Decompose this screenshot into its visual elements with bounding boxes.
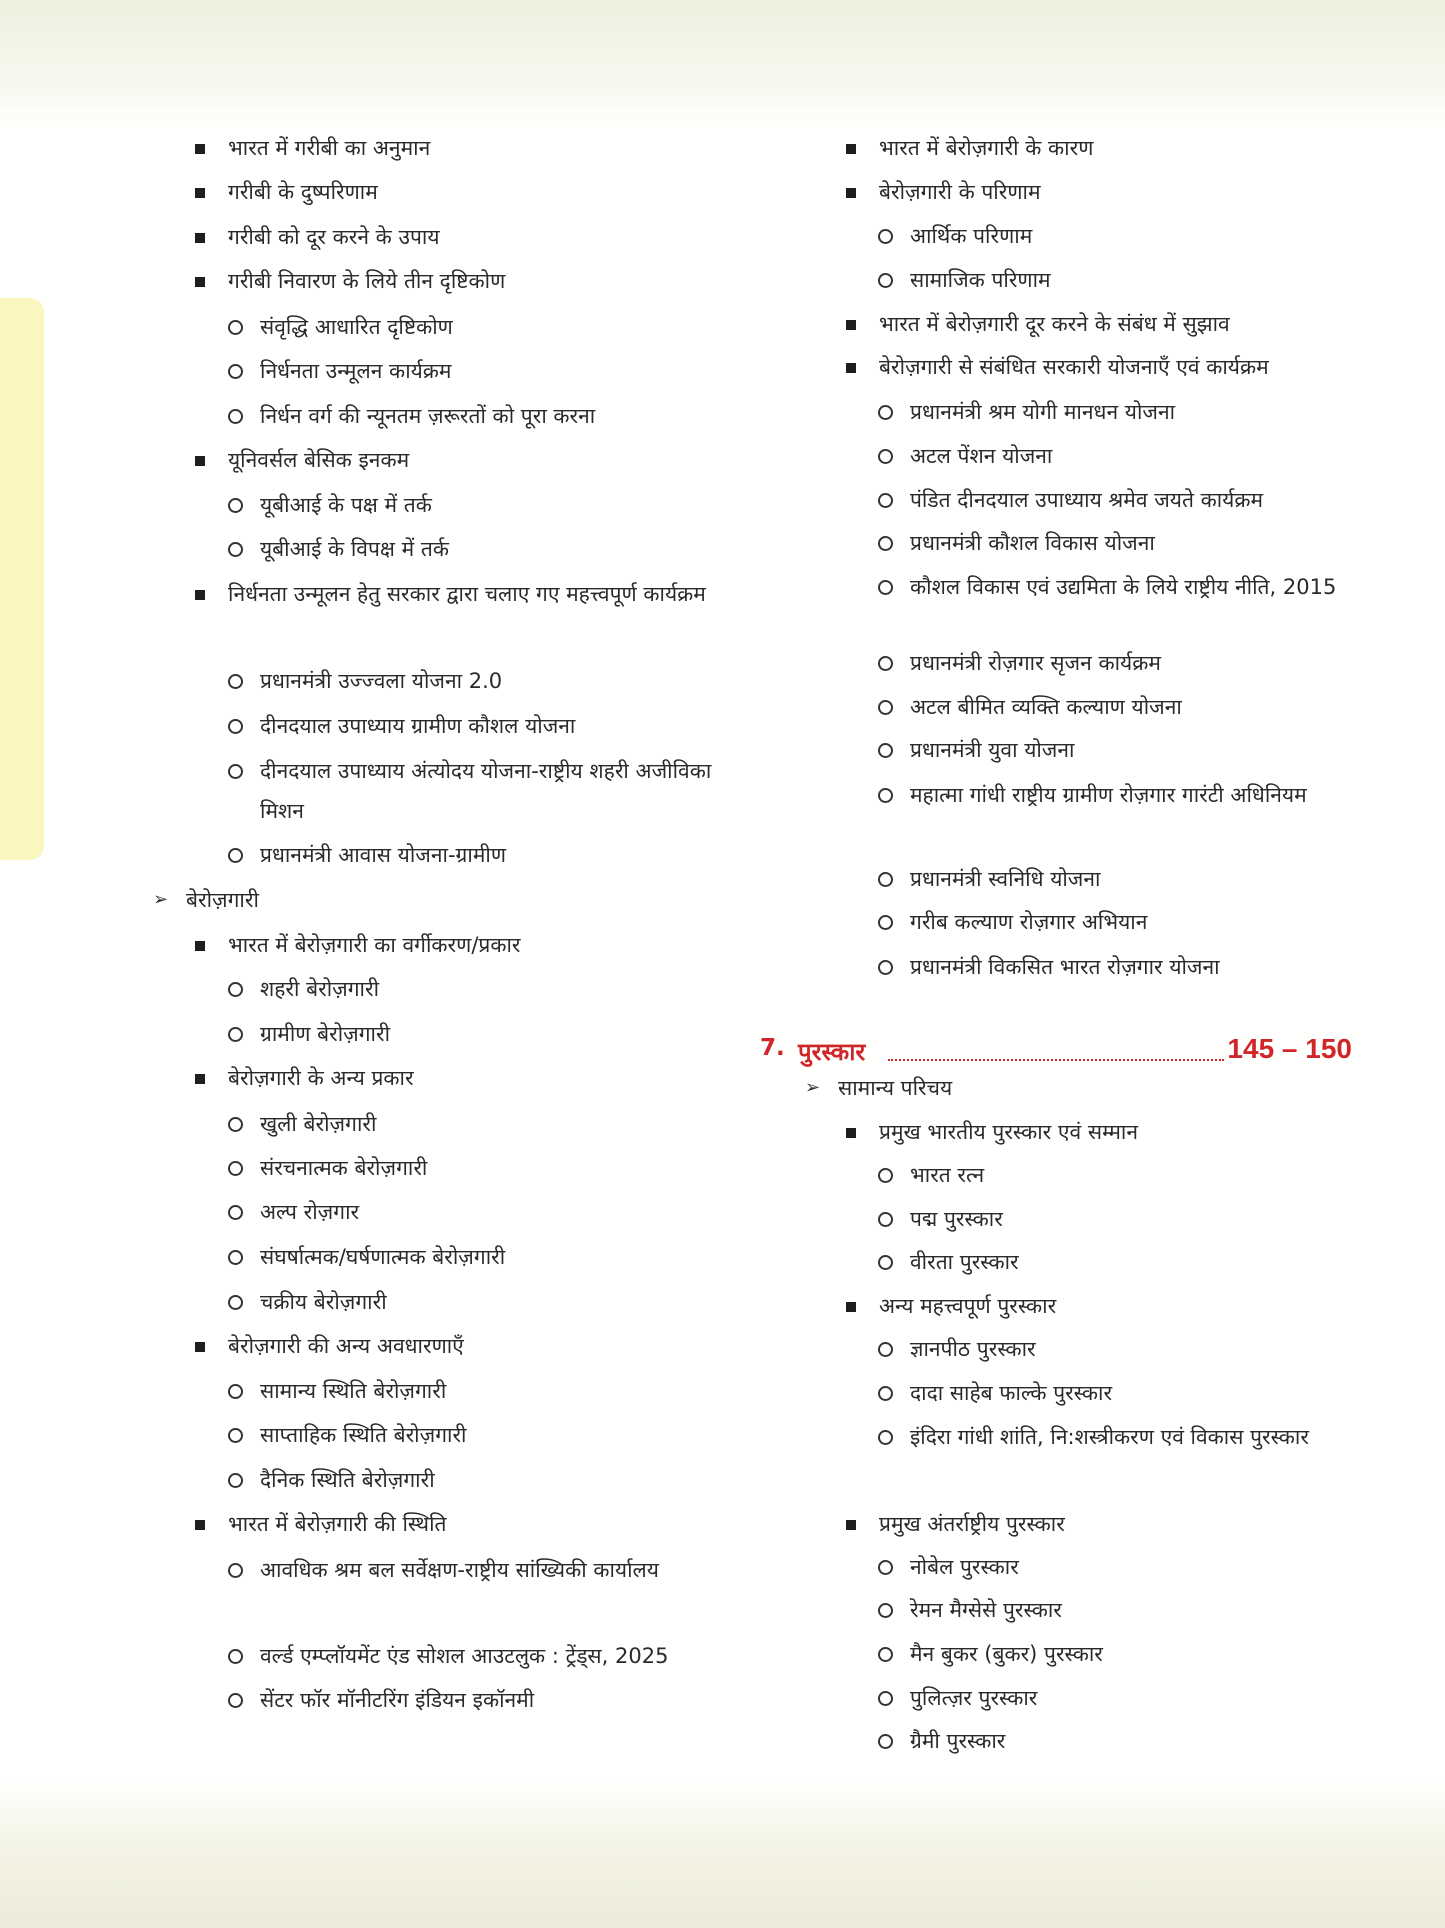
item-text: गरीबी के दुष्परिणाम: [228, 180, 378, 204]
subtopic-item: [878, 1329, 1036, 1369]
subtopic-item: [228, 1014, 390, 1054]
circle-bullet-icon: [228, 1161, 243, 1176]
subtopic-item: [878, 480, 1263, 520]
item-text: प्रधानमंत्री विकसित भारत रोज़गार योजना: [910, 955, 1220, 979]
subtopic-item: [878, 1373, 1112, 1413]
item-text: महात्मा गांधी राष्ट्रीय ग्रामीण रोज़गार गारंटी अधिनियम: [910, 783, 1307, 807]
page-header-band: [0, 0, 1445, 130]
circle-bullet-icon: [228, 409, 243, 424]
subtopic-item: [228, 969, 379, 1009]
topic-item: [195, 217, 440, 257]
item-text: वर्ल्ड एम्प्लॉयमेंट एंड सोशल आउटलुक : ट्रेंड्स, 2025: [260, 1644, 669, 1668]
page-footer-band: [0, 1778, 1445, 1928]
item-text: खुली बेरोज़गारी: [260, 1112, 377, 1136]
item-text: अन्य महत्त्वपूर्ण पुरस्कार: [879, 1294, 1057, 1318]
square-bullet-icon: [195, 144, 205, 154]
chapter-pages: 145 – 150: [1227, 1033, 1352, 1064]
item-text: प्रधानमंत्री श्रम योगी मानधन योजना: [910, 400, 1176, 424]
circle-bullet-icon: [878, 580, 893, 595]
subtopic-item: [878, 643, 1161, 683]
item-text: दीनदयाल उपाध्याय अंत्योदय योजना-राष्ट्रीय शहरी अजीविका मिशन: [260, 759, 712, 823]
topic-item: [195, 128, 430, 168]
circle-bullet-icon: [228, 982, 243, 997]
circle-bullet-icon: [878, 1647, 893, 1662]
item-text: पुलित्ज़र पुरस्कार: [910, 1686, 1038, 1710]
item-text: अल्प रोज़गार: [260, 1200, 360, 1224]
circle-bullet-icon: [878, 960, 893, 975]
item-text: गरीबी को दूर करने के उपाय: [228, 225, 440, 249]
square-bullet-icon: [195, 941, 205, 951]
square-bullet-icon: [846, 144, 856, 154]
square-bullet-icon: [195, 590, 205, 600]
circle-bullet-icon: [878, 273, 893, 288]
subtopic-item: [228, 1192, 359, 1232]
item-text: नोबेल पुरस्कार: [910, 1555, 1019, 1579]
topic-item: [846, 172, 1041, 212]
circle-bullet-icon: [228, 1205, 243, 1220]
circle-bullet-icon: [878, 1691, 893, 1706]
topic-item: [195, 1504, 447, 1544]
item-text: निर्धन वर्ग की न्यूनतम ज़रूरतों को पूरा करना: [260, 404, 596, 428]
circle-bullet-icon: [228, 1384, 243, 1399]
subtopic-item: [878, 1634, 1103, 1674]
chapter-number: 7.: [760, 1035, 785, 1061]
circle-bullet-icon: [878, 1603, 893, 1618]
subtopic-item: [878, 1417, 1320, 1457]
subtopic-item: [878, 730, 1075, 770]
circle-bullet-icon: [878, 700, 893, 715]
subtopic-item: [878, 523, 1155, 563]
circle-bullet-icon: [878, 229, 893, 244]
item-text: चक्रीय बेरोज़गारी: [260, 1290, 387, 1314]
item-text: भारत में गरीबी का अनुमान: [228, 136, 431, 160]
item-text: संरचनात्मक बेरोज़गारी: [260, 1156, 428, 1180]
topic-item: [846, 1112, 1138, 1152]
square-bullet-icon: [846, 1302, 856, 1312]
subtopic-item: [228, 396, 595, 436]
leader-dots: [888, 1059, 1224, 1061]
item-text: दादा साहेब फाल्के पुरस्कार: [910, 1381, 1113, 1405]
subtopic-item: [878, 1678, 1037, 1718]
circle-bullet-icon: [228, 1693, 243, 1708]
circle-bullet-icon: [228, 364, 243, 379]
circle-bullet-icon: [878, 449, 893, 464]
circle-bullet-icon: [228, 320, 243, 335]
circle-bullet-icon: [878, 788, 893, 803]
subtopic-item: [228, 1371, 446, 1411]
square-bullet-icon: [195, 277, 205, 287]
item-text: ज्ञानपीठ पुरस्कार: [910, 1337, 1036, 1361]
circle-bullet-icon: [878, 915, 893, 930]
circle-bullet-icon: [878, 656, 893, 671]
circle-bullet-icon: [878, 1168, 893, 1183]
item-text: पंडित दीनदयाल उपाध्याय श्रमेव जयते कार्यक्रम: [910, 488, 1264, 512]
circle-bullet-icon: [228, 1428, 243, 1443]
topic-item: [195, 574, 748, 614]
item-text: बेरोज़गारी से संबंधित सरकारी योजनाएँ एवं कार्यक्रम: [879, 355, 1269, 379]
topic-item: [846, 128, 1093, 168]
circle-bullet-icon: [228, 1250, 243, 1265]
item-text: प्रमुख भारतीय पुरस्कार एवं सम्मान: [879, 1120, 1139, 1144]
item-text: बेरोज़गारी: [186, 888, 259, 912]
item-text: सेंटर फॉर मॉनीटरिंग इंडियन इकॉनमी: [260, 1688, 535, 1712]
item-text: अटल बीमित व्यक्ति कल्याण योजना: [910, 695, 1182, 719]
item-text: सामाजिक परिणाम: [910, 268, 1051, 292]
item-text: संवृद्धि आधारित दृष्टिकोण: [260, 315, 453, 339]
item-text: प्रधानमंत्री रोज़गार सृजन कार्यक्रम: [910, 651, 1161, 675]
square-bullet-icon: [846, 1128, 856, 1138]
subtopic-item: [228, 529, 449, 569]
circle-bullet-icon: [878, 1430, 893, 1445]
square-bullet-icon: [195, 1074, 205, 1084]
item-text: ग्रैमी पुरस्कार: [910, 1729, 1006, 1753]
subtopic-item: [228, 1148, 427, 1188]
item-text: संघर्षात्मक/घर्षणात्मक बेरोज़गारी: [260, 1245, 506, 1269]
subtopic-item: [878, 1547, 1019, 1587]
circle-bullet-icon: [228, 1295, 243, 1310]
circle-bullet-icon: [228, 674, 243, 689]
subtopic-item: [228, 1550, 740, 1590]
circle-bullet-icon: [228, 719, 243, 734]
side-tab-marker: [0, 298, 44, 860]
circle-bullet-icon: [228, 848, 243, 863]
topic-item: [195, 440, 409, 480]
circle-bullet-icon: [878, 872, 893, 887]
topic-item: [846, 304, 1230, 344]
item-text: मैन बुकर (बुकर) पुरस्कार: [910, 1642, 1103, 1666]
item-text: भारत में बेरोज़गारी का वर्गीकरण/प्रकार: [228, 933, 521, 957]
subtopic-item: [228, 485, 432, 525]
item-text: साप्ताहिक स्थिति बेरोज़गारी: [260, 1423, 467, 1447]
chapter-heading: [760, 1033, 1352, 1073]
item-text: कौशल विकास एवं उद्यमिता के लिये राष्ट्रीय नीति, 2015: [910, 575, 1337, 599]
item-text: शहरी बेरोज़गारी: [260, 977, 380, 1001]
subtopic-item: [228, 1282, 387, 1322]
item-text: वीरता पुरस्कार: [910, 1250, 1019, 1274]
subtopic-item: [228, 1680, 534, 1720]
subtopic-item: [878, 1590, 1062, 1630]
square-bullet-icon: [846, 320, 856, 330]
item-text: निर्धनता उन्मूलन हेतु सरकार द्वारा चलाए गए महत्त्वपूर्ण कार्यक्रम: [228, 582, 706, 606]
subtopic-item: [878, 947, 1220, 987]
circle-bullet-icon: [878, 405, 893, 420]
square-bullet-icon: [846, 1520, 856, 1530]
section-heading: [805, 1068, 952, 1108]
item-text: आर्थिक परिणाम: [910, 224, 1033, 248]
subtopic-item: [228, 835, 506, 875]
subtopic-item: [228, 1636, 740, 1676]
circle-bullet-icon: [228, 1563, 243, 1578]
subtopic-item: [228, 706, 575, 746]
subtopic-item: [878, 1155, 984, 1195]
circle-bullet-icon: [228, 1117, 243, 1132]
subtopic-item: [228, 307, 453, 347]
circle-bullet-icon: [878, 493, 893, 508]
item-text: पद्म पुरस्कार: [910, 1207, 1003, 1231]
arrow-bullet-icon: ➢: [153, 889, 169, 910]
subtopic-item: [878, 436, 1052, 476]
circle-bullet-icon: [228, 1473, 243, 1488]
topic-item: [846, 1504, 1065, 1544]
item-text: प्रमुख अंतर्राष्ट्रीय पुरस्कार: [879, 1512, 1065, 1536]
subtopic-item: [878, 567, 1380, 607]
square-bullet-icon: [195, 188, 205, 198]
subtopic-item: [878, 392, 1175, 432]
subtopic-item: [878, 1721, 1005, 1761]
square-bullet-icon: [195, 456, 205, 466]
subtopic-item: [878, 775, 1380, 815]
item-text: बेरोज़गारी के परिणाम: [879, 180, 1041, 204]
item-text: रेमन मैग्सेसे पुरस्कार: [910, 1598, 1062, 1622]
item-text: गरीबी निवारण के लिये तीन दृष्टिकोण: [228, 269, 506, 293]
item-text: सामान्य परिचय: [838, 1076, 953, 1100]
topic-item: [846, 1286, 1056, 1326]
item-text: ग्रामीण बेरोज़गारी: [260, 1022, 391, 1046]
subtopic-item: [878, 1242, 1019, 1282]
item-text: भारत रत्न: [910, 1163, 985, 1187]
subtopic-item: [878, 216, 1032, 256]
subtopic-item: [878, 1199, 1003, 1239]
item-text: बेरोज़गारी की अन्य अवधारणाएँ: [228, 1334, 464, 1358]
topic-item: [195, 261, 505, 301]
subtopic-item: [878, 902, 1147, 942]
item-text: भारत में बेरोज़गारी दूर करने के संबंध में सुझाव: [879, 312, 1230, 336]
item-text: इंदिरा गांधी शांति, नि:शस्त्रीकरण एवं विकास पुरस्कार: [910, 1425, 1309, 1449]
item-text: प्रधानमंत्री कौशल विकास योजना: [910, 531, 1155, 555]
circle-bullet-icon: [878, 1560, 893, 1575]
subtopic-item: [228, 1460, 435, 1500]
circle-bullet-icon: [228, 1027, 243, 1042]
square-bullet-icon: [195, 233, 205, 243]
subtopic-item: [878, 260, 1051, 300]
square-bullet-icon: [846, 363, 856, 373]
item-text: दैनिक स्थिति बेरोज़गारी: [260, 1468, 435, 1492]
chapter-title: पुरस्कार: [798, 1038, 866, 1066]
circle-bullet-icon: [228, 542, 243, 557]
circle-bullet-icon: [878, 1255, 893, 1270]
subtopic-item: [228, 1104, 376, 1144]
item-text: यूनिवर्सल बेसिक इनकम: [228, 448, 410, 472]
subtopic-item: [228, 1415, 467, 1455]
circle-bullet-icon: [878, 536, 893, 551]
item-text: यूबीआई के विपक्ष में तर्क: [260, 537, 449, 561]
item-text: यूबीआई के पक्ष में तर्क: [260, 493, 432, 517]
item-text: सामान्य स्थिति बेरोज़गारी: [260, 1379, 447, 1403]
topic-item: [195, 925, 521, 965]
square-bullet-icon: [195, 1342, 205, 1352]
subtopic-item: [228, 661, 502, 701]
item-text: प्रधानमंत्री युवा योजना: [910, 738, 1075, 762]
subtopic-item: [878, 859, 1101, 899]
circle-bullet-icon: [228, 764, 243, 779]
topic-item: [195, 172, 378, 212]
item-text: आवधिक श्रम बल सर्वेक्षण-राष्ट्रीय सांख्यिकी कार्यालय: [260, 1558, 659, 1582]
item-text: दीनदयाल उपाध्याय ग्रामीण कौशल योजना: [260, 714, 576, 738]
item-text: गरीब कल्याण रोज़गार अभियान: [910, 910, 1148, 934]
item-text: प्रधानमंत्री उज्ज्वला योजना 2.0: [260, 669, 503, 693]
circle-bullet-icon: [228, 498, 243, 513]
section-heading: [153, 880, 259, 920]
circle-bullet-icon: [878, 1342, 893, 1357]
subtopic-item: [878, 687, 1182, 727]
arrow-bullet-icon: ➢: [805, 1077, 821, 1098]
topic-item: [846, 347, 1269, 387]
subtopic-item: [228, 351, 452, 391]
topic-item: [195, 1326, 464, 1366]
circle-bullet-icon: [878, 1386, 893, 1401]
subtopic-item: [228, 751, 740, 831]
item-text: अटल पेंशन योजना: [910, 444, 1053, 468]
square-bullet-icon: [846, 188, 856, 198]
topic-item: [195, 1058, 414, 1098]
circle-bullet-icon: [878, 743, 893, 758]
item-text: भारत में बेरोज़गारी के कारण: [879, 136, 1094, 160]
subtopic-item: [228, 1237, 505, 1277]
item-text: निर्धनता उन्मूलन कार्यक्रम: [260, 359, 452, 383]
item-text: भारत में बेरोज़गारी की स्थिति: [228, 1512, 447, 1536]
square-bullet-icon: [195, 1520, 205, 1530]
item-text: प्रधानमंत्री आवास योजना-ग्रामीण: [260, 843, 507, 867]
circle-bullet-icon: [878, 1734, 893, 1749]
item-text: बेरोज़गारी के अन्य प्रकार: [228, 1066, 414, 1090]
circle-bullet-icon: [228, 1649, 243, 1664]
item-text: प्रधानमंत्री स्वनिधि योजना: [910, 867, 1101, 891]
circle-bullet-icon: [878, 1212, 893, 1227]
